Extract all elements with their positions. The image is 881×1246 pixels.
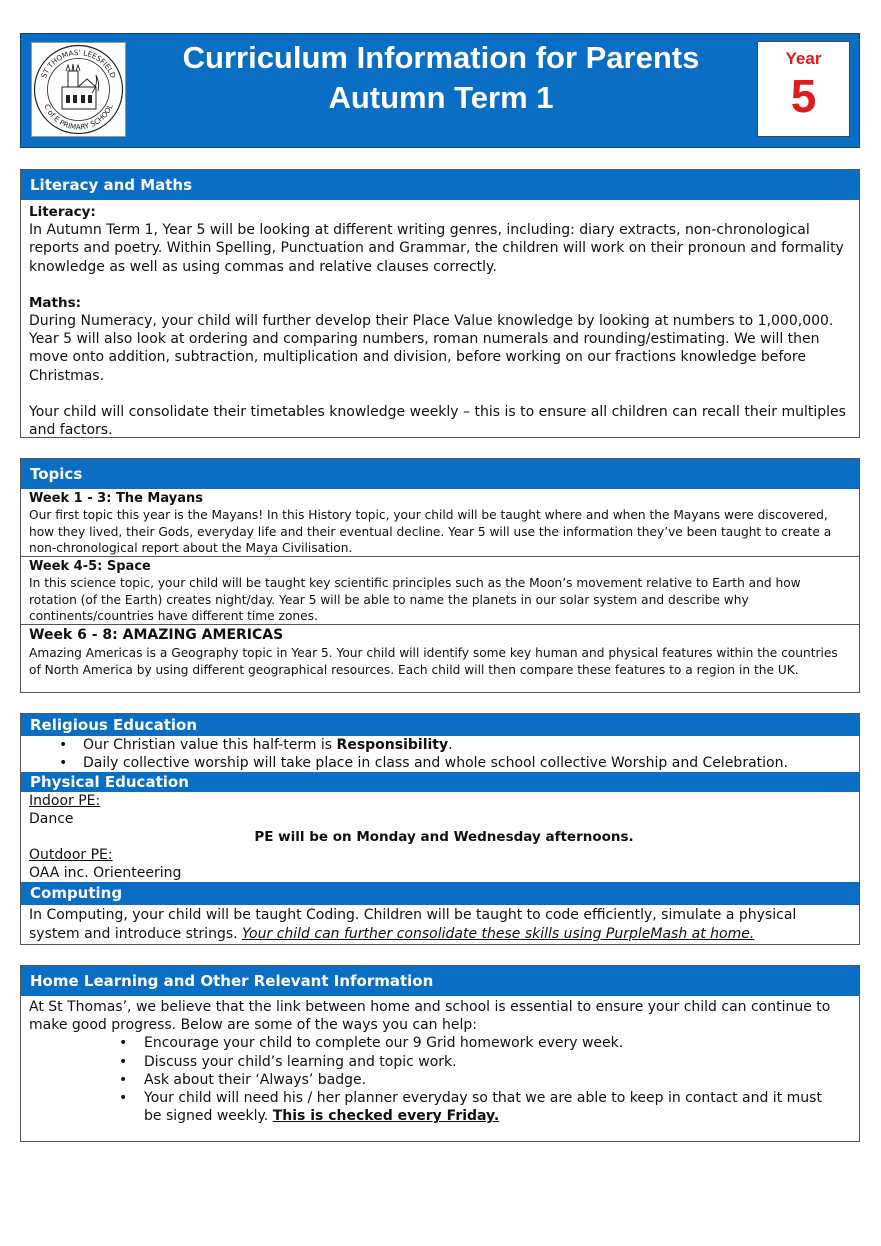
pe-heading: Physical Education (21, 772, 859, 792)
svg-text:C of E PRIMARY SCHOOL: C of E PRIMARY SCHOOL (42, 102, 115, 132)
subjects-section (20, 713, 860, 945)
title-line-1: Curriculum Information for Parents (182, 40, 700, 75)
purplemash-link[interactable]: Your child can further consolidate these skills using PurpleMash at home. (242, 925, 755, 942)
topic-title: Week 1 - 3: The Mayans (29, 491, 203, 506)
topic-text: Our first topic this year is the Mayans! In this History topic, your child will be taught where and when the Mayans were discovered, how they lived, their Gods, everyday life and their eventual decline. Year 5 will use the information they’ve been taught to create a non-chronological report about the Maya Civilisation. (29, 508, 832, 556)
indoor-pe-value: Dance (29, 811, 74, 828)
topic-text: Amazing Americas is a Geography topic in Year 5. Your child will identify some key human and physical features within the countries of North America by using different geographical resources. Each child will then compare these features to a region in the UK. (29, 646, 838, 677)
year-number: 5 (790, 70, 817, 122)
topic-text: In this science topic, your child will be taught key scientific principles such as the Moon’s movement relative to Earth and how rotation (of the Earth) creates night/day. Year 5 will be able to name the planets in our solar system and describe why continents/countries have different time zones. (29, 576, 801, 624)
timetables-text: Your child will consolidate their timetables knowledge weekly – this is to ensure all children can recall their multiples and factors. (29, 403, 846, 439)
home-bullet: • Encourage your child to complete our 9 Grid homework every week. (29, 1034, 851, 1052)
literacy-label: Literacy: (29, 204, 96, 220)
topic-list (21, 489, 859, 678)
section-heading: Topics (21, 459, 859, 489)
page-header (20, 33, 860, 148)
title-line-2: Autumn Term 1 (328, 80, 554, 115)
school-logo (31, 42, 126, 137)
topic-title: Week 6 - 8: AMAZING AMERICAS (29, 627, 284, 643)
maths-label: Maths: (29, 294, 82, 311)
page-title (141, 38, 741, 118)
year-label: Year (785, 49, 822, 68)
computing-heading: Computing (21, 882, 859, 905)
re-bullet: • Daily collective worship will take place in class and whole school collective Worship and Celebration. (21, 754, 859, 772)
topic-item (21, 624, 859, 678)
year-badge (757, 41, 850, 137)
outdoor-pe-value: OAA inc. Orienteering (29, 865, 182, 882)
home-intro: At St Thomas’, we believe that the link between home and school is essential to ensure your child can continue to make good progress. Below are some of the ways you can help: (29, 999, 831, 1034)
svg-text:ST THOMAS' LEESFIELD: ST THOMAS' LEESFIELD (39, 47, 118, 80)
home-bullet: • Discuss your child’s learning and topic work. (29, 1053, 851, 1071)
school-crest-icon (32, 43, 125, 136)
topic-item (21, 556, 859, 624)
computing-text: In Computing, your child will be taught Coding. Children will be taught to code efficiently, simulate a physical system and introduce strings. Your child can further consolidate these skills using PurpleMash at home. (29, 907, 797, 942)
section-heading: Literacy and Maths (21, 170, 859, 200)
literacy-maths-section (20, 169, 860, 438)
maths-text: During Numeracy, your child will further develop their Place Value knowledge by looking at numbers to 1,000,000. Year 5 will also look at ordering and comparing numbers, roman numerals and rounding/estimating. We will then move onto addition, subtraction, multiplication and division, before working on our fractions knowledge before Christmas. (29, 313, 834, 384)
home-bullet: • Your child will need his / her planner everyday so that we are able to keep in contact and it must be signed weekly. This is checked every Friday. (29, 1089, 851, 1125)
re-heading: Religious Education (21, 714, 859, 736)
pe-content (21, 792, 859, 882)
home-bullet: • Ask about their ‘Always’ badge. (29, 1071, 851, 1089)
topic-item (21, 489, 859, 556)
re-bullet: • Our Christian value this half-term is Responsibility. (21, 736, 859, 754)
pe-schedule: PE will be on Monday and Wednesday afternoons. (254, 829, 634, 846)
topic-title: Week 4-5: Space (29, 559, 151, 574)
section-heading: Home Learning and Other Relevant Information (21, 966, 859, 996)
home-learning-section (20, 965, 860, 1142)
topics-section (20, 458, 860, 693)
outdoor-pe-label: Outdoor PE: (29, 847, 113, 864)
literacy-text: In Autumn Term 1, Year 5 will be looking at different writing genres, including: diary extracts, non-chronological reports and poetry. Within Spelling, Punctuation and Grammar, the children will work on their pronoun and formality knowledge as well as using commas and relative clauses correctly. (29, 222, 844, 275)
indoor-pe-label: Indoor PE: (29, 793, 101, 810)
